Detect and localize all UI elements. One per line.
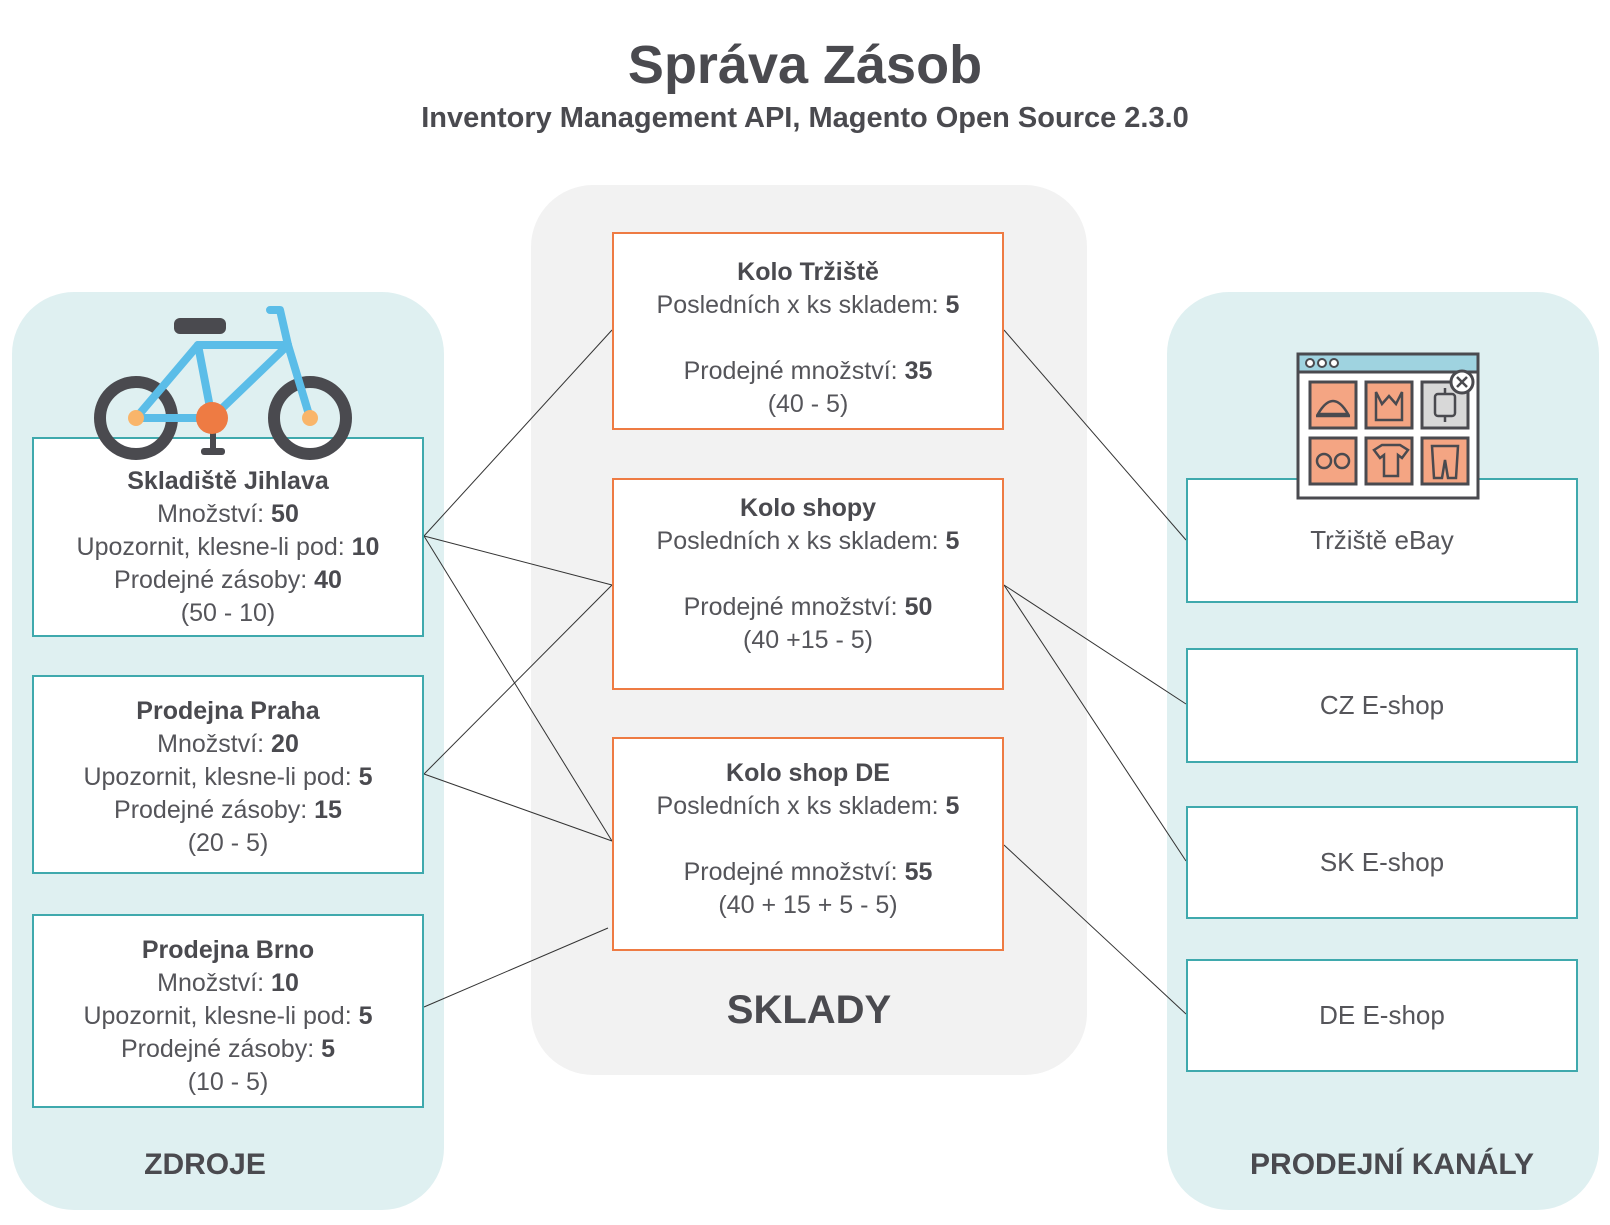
notify-value: 5 xyxy=(358,1002,373,1030)
formula: (10 - 5) xyxy=(187,1068,269,1096)
sellable-label: Prodejné množství: xyxy=(683,593,905,621)
sellable-label: Prodejné zásoby: xyxy=(114,566,315,594)
channel-name: DE E-shop xyxy=(1319,1000,1445,1030)
link-praha-shopy xyxy=(424,585,612,774)
qty-value: 20 xyxy=(271,730,299,758)
source-box-praha[interactable] xyxy=(32,675,424,874)
notify-value: 5 xyxy=(358,763,373,791)
sellable-value: 5 xyxy=(321,1035,336,1063)
link-jihlava-shopde xyxy=(424,536,612,841)
channel-box-sk[interactable] xyxy=(1186,806,1578,919)
last-label: Posledních x ks skladem: xyxy=(656,291,946,319)
link-shopy-cz xyxy=(1004,585,1186,704)
sources-label: ZDROJE xyxy=(144,1148,266,1181)
last-label: Posledních x ks skladem: xyxy=(656,527,946,555)
stock-name: Kolo shopy xyxy=(739,494,877,522)
last-value: 5 xyxy=(945,291,960,319)
stock-box-trziste[interactable] xyxy=(612,232,1004,430)
link-praha-shopde xyxy=(424,774,612,841)
channel-name: Tržiště eBay xyxy=(1310,525,1454,555)
formula: (40 +15 - 5) xyxy=(743,626,873,654)
sellable-value: 35 xyxy=(904,357,933,385)
link-jihlava-shopy xyxy=(424,536,612,585)
formula: (50 - 10) xyxy=(180,599,276,627)
sellable-value: 40 xyxy=(314,566,342,594)
page-subtitle: Inventory Management API, Magento Open Source 2.3.0 xyxy=(421,102,1189,134)
channel-box-cz[interactable] xyxy=(1186,648,1578,763)
qty-value: 50 xyxy=(271,500,299,528)
sellable-value: 50 xyxy=(904,593,933,621)
stocks-label: SKLADY xyxy=(726,988,892,1032)
channel-name: CZ E-shop xyxy=(1319,690,1445,720)
last-value: 5 xyxy=(945,792,960,820)
link-jihlava-trziste xyxy=(424,330,612,536)
stock-box-shopy[interactable] xyxy=(612,478,1004,690)
source-name: Prodejna Praha xyxy=(136,697,320,725)
sellable-label: Prodejné zásoby: xyxy=(114,796,315,824)
channel-box-de[interactable] xyxy=(1186,959,1578,1072)
qty-label: Množství: xyxy=(157,730,272,758)
sellable-label: Prodejné množství: xyxy=(683,357,905,385)
notify-label: Upozornit, klesne-li pod: xyxy=(83,763,359,791)
sales-channels-label: PRODEJNÍ KANÁLY xyxy=(1250,1148,1534,1181)
formula: (40 - 5) xyxy=(767,390,849,418)
last-label: Posledních x ks skladem: xyxy=(656,792,946,820)
link-shopy-sk xyxy=(1004,585,1186,861)
sellable-label: Prodejné zásoby: xyxy=(120,1035,322,1063)
sellable-label: Prodejné množství: xyxy=(683,858,905,886)
notify-label: Upozornit, klesne-li pod: xyxy=(76,533,352,561)
source-name: Prodejna Brno xyxy=(141,936,315,964)
sellable-value: 15 xyxy=(314,796,342,824)
notify-label: Upozornit, klesne-li pod: xyxy=(83,1002,359,1030)
qty-label: Množství: xyxy=(157,500,272,528)
qty-label: Množství: xyxy=(157,969,272,997)
stock-name: Kolo Tržiště xyxy=(737,258,879,286)
bicycle-icon xyxy=(88,300,358,470)
channel-name: SK E-shop xyxy=(1319,847,1445,877)
notify-value: 10 xyxy=(351,533,380,561)
qty-value: 10 xyxy=(271,969,299,997)
link-trziste-ebay xyxy=(1004,330,1186,540)
formula: (40 + 15 + 5 - 5) xyxy=(718,891,898,919)
formula: (20 - 5) xyxy=(187,829,269,857)
source-box-brno[interactable] xyxy=(32,914,424,1108)
sellable-value: 55 xyxy=(904,858,933,886)
online-store-icon xyxy=(1296,352,1480,500)
source-name: Skladiště Jihlava xyxy=(127,467,329,495)
page-title: Správa Zásob xyxy=(627,35,983,95)
stock-name: Kolo shop DE xyxy=(726,759,890,787)
stock-box-shopde[interactable] xyxy=(612,737,1004,951)
last-value: 5 xyxy=(945,527,960,555)
